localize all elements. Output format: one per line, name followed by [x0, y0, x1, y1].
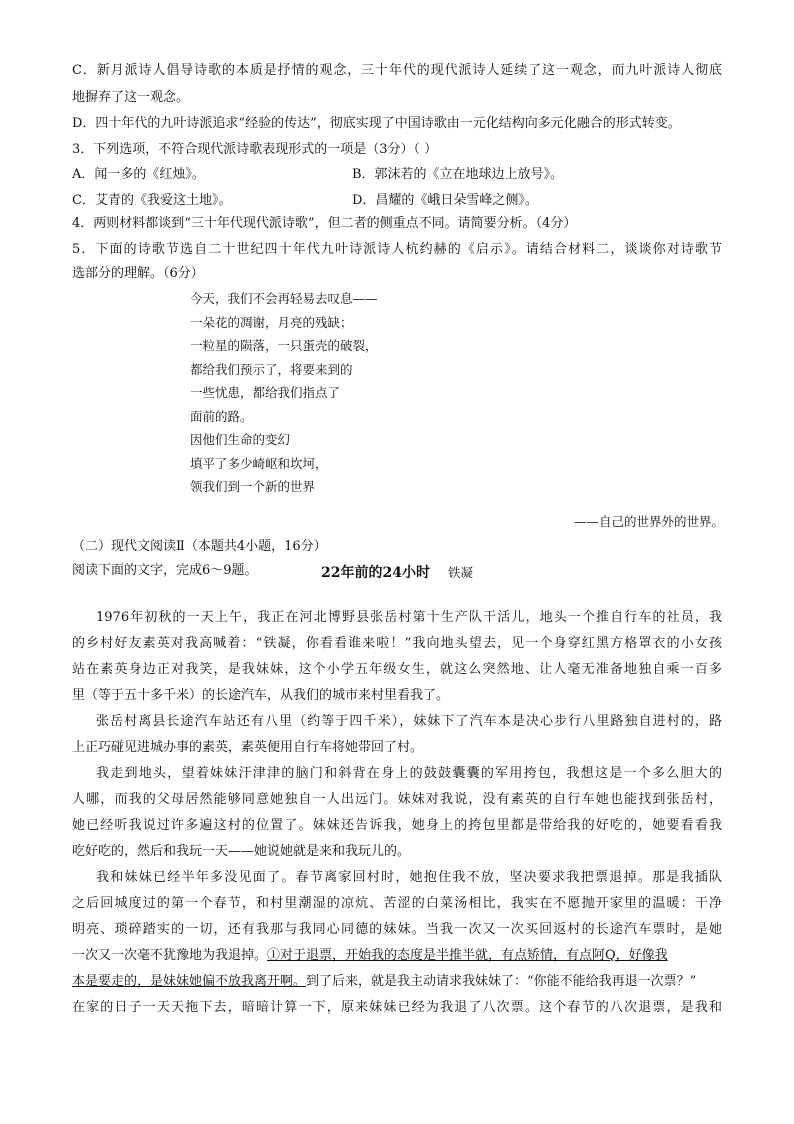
- question-3-option-c: C．艾青的《我爱这土地》。: [72, 193, 232, 208]
- question-3-option-b: B．郭沫若的《立在地球边上放号》。: [352, 167, 564, 182]
- article-title-line: [0, 562, 794, 582]
- paragraph-1-line: 站在素英身边正对我笑，是我妹妹，这个小学五年级女生，就这么突然地、让人毫无准备地独自乘一百多: [72, 662, 722, 677]
- paragraph-3-line: 我走到地头，望着妹妹汗津津的脑门和斜背在身上的鼓鼓囊囊的军用挎包，我想这是一个多么胆大的: [96, 766, 722, 781]
- underlined-sentence-1: ①对于退票，开始我的态度是半推半就，有点矫情，有点阿Q，好像我: [267, 948, 668, 963]
- question-3-option-a: A．闻一多的《红烛》。: [72, 167, 205, 182]
- option-c-line-1: C．新月派诗人倡导诗歌的本质是抒情的观念，三十年代的现代派诗人延续了这一观念，而九叶派诗人彻底: [72, 63, 722, 78]
- question-3-option-d: D．昌耀的《峨日朵雪峰之侧》。: [352, 193, 538, 208]
- paragraph-4-line: 我和妹妹已经半年多没见面了。春节离家回村时，她抱住我不放，坚决要求我把票退掉。那是我插队: [96, 870, 722, 885]
- paragraph-3-line: 她已经听我说过许多遍这村的位置了。妹妹还告诉我，她身上的挎包里都是带给我的好吃的，她要看看我: [72, 818, 722, 833]
- poem-line: 因他们生命的变幻: [190, 432, 291, 447]
- poem-excerpt: [190, 287, 378, 499]
- paragraph-3-line: 人哪，而我的父母居然能够同意她独自一人出远门。妹妹对我说，没有素英的自行车她也能找到张岳村，: [72, 792, 722, 807]
- poem-line: 一朵花的凋谢，月亮的残缺；: [190, 314, 353, 330]
- section-header: （二）现代文阅读Ⅱ（本题共4小题，16分）: [72, 539, 327, 554]
- poem-line: 都给我们预示了，将要来到的: [190, 361, 353, 377]
- paragraph-2-line: 上正巧碰见进城办事的素英，素英便用自行车将她带回了村。: [72, 740, 424, 755]
- article-title: 22年前的24小时: [321, 565, 430, 581]
- poem-line: 领我们到一个新的世界: [190, 479, 316, 494]
- paragraph-4-line: 之后回城度过的第一个春节，和村里潮湿的凉炕、苦涩的白菜汤相比，我实在不愿抛开家里的温暖：干净: [72, 896, 722, 911]
- poem-line: 一粒星的陨落，一只蛋壳的破裂，: [190, 338, 378, 353]
- paragraph-4-line: 在家的日子一天天拖下去，暗暗计算一下，原来妹妹已经为我退了八次票。这个春节的八次退票，是我和: [72, 1000, 722, 1015]
- paragraph-4-text: 一次又一次毫不犹豫地为我退掉。: [72, 948, 268, 963]
- poem-line: 一些忧患，都给我们指点了: [190, 385, 341, 400]
- poem-line: 面前的路。: [190, 408, 253, 424]
- paragraph-4-line: [72, 973, 696, 991]
- poem-final-line: ——自己的世界外的世界。: [573, 514, 724, 529]
- question-3-stem: 3．下列选项，不符合现代派诗歌表现形式的一项是（3分）（ ）: [72, 142, 438, 157]
- paragraph-1-line: 的乡村好友素英对我高喊着：“铁凝，你看看谁来啦！”我向地头望去，见一个身穿红黑方格罩衣的小女孩: [72, 636, 722, 651]
- section-instruction: 阅读下面的文字，完成6～9题。: [72, 563, 258, 578]
- paragraph-4-line: [72, 947, 668, 965]
- paragraph-1-line: 1976年初秋的一天上午，我正在河北博野县张岳村第十生产队干活儿，地头一个推自行车的社员，我: [96, 610, 722, 625]
- question-5-line-2: 选部分的理解。（6分）: [72, 266, 204, 281]
- option-d-line: D．四十年代的九叶诗派追求“经验的传达”，彻底实现了中国诗歌由一元化结构向多元化融合的形式转变。: [72, 116, 681, 131]
- article-author: 铁凝: [447, 565, 473, 580]
- paragraph-3-line: 吃好吃的，然后和我玩一天——她说她就是来和我玩儿的。: [72, 844, 411, 859]
- paragraph-4-text: 到了后来，就是我主动请求我妹妹了：“你能不能给我再退一次票？”: [306, 974, 697, 989]
- paragraph-4-line: 明亮、琐碎踏实的一切，还有我那与我同心同德的妹妹。当我一次又一次买回返村的长途汽车票时，是她: [72, 922, 722, 937]
- poem-line: 填平了多少崎岖和坎坷，: [190, 455, 328, 471]
- paragraph-1-line: 里（等于五十多千米）的长途汽车，从我们的城市来村里看我了。: [72, 688, 450, 703]
- question-4: 4．两则材料都谈到“三十年代现代派诗歌”，但二者的侧重点不同。请简要分析。（4分）: [72, 216, 577, 231]
- option-c-line-2: 地摒弃了这一观念。: [72, 90, 190, 105]
- underlined-sentence-1-end: 本是要走的，是妹妹她偏不放我离开啊。: [72, 974, 307, 989]
- question-5-line-1: 5．下面的诗歌节选自二十世纪四十年代九叶诗派诗人杭约赫的《启示》。请结合材料二，谈谈你对诗歌节: [72, 242, 722, 257]
- paragraph-2-line: 张岳村离县长途汽车站还有八里（约等于四千米），妹妹下了汽车本是决心步行八里路独自进村的，路: [96, 714, 722, 729]
- poem-line: 今天，我们不会再轻易去叹息——: [190, 291, 378, 306]
